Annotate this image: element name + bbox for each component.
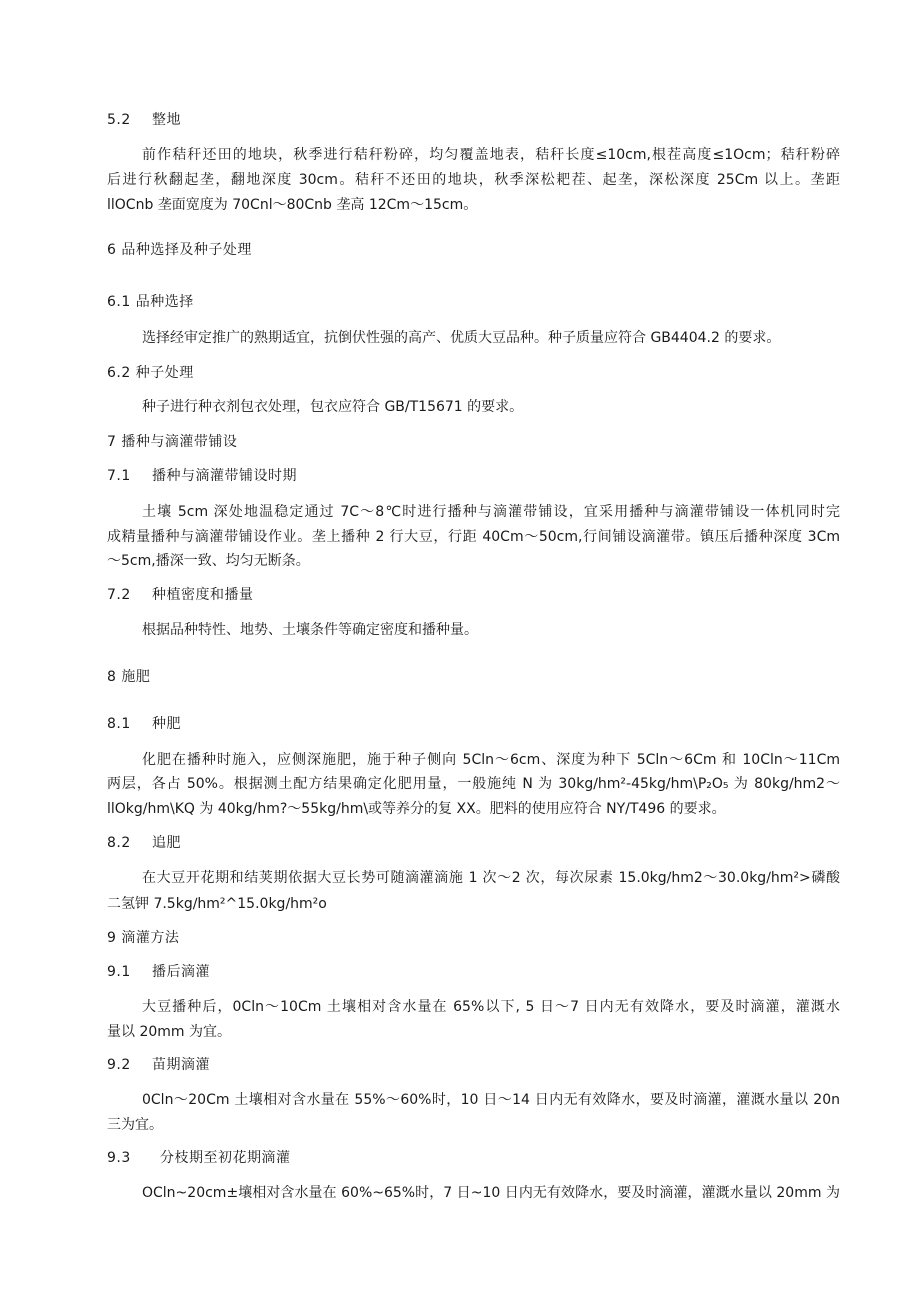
paragraph-line: OCln~20cm±壤相对含水量在 60%~65%时，7 日~10 日内无有效降水，要及时滴灌，灌溉水量以 20mm 为 (142, 1185, 840, 1201)
section-title: 追肥 (151, 835, 181, 851)
section-number: 8.2 (107, 835, 131, 851)
section-title: 分枝期至初花期滴灌 (159, 1150, 291, 1166)
paragraph-line: 三为宜。 (107, 1117, 163, 1133)
paragraph-line: 后进行秋翻起垄，翻地深度 30cm。秸秆不还田的地块，秋季深松耙茬、起垄，深松深度 25Cm 以上。垄距 (107, 172, 840, 188)
paragraph-line: 成精量播种与滴灌带铺设作业。垄上播种 2 行大豆，行距 40Cm～50cm,行间铺设滴灌带。镇压后播种深度 3Cm (107, 529, 840, 545)
section-number: 5.2 (107, 112, 131, 128)
section-9-2-heading (107, 1055, 840, 1075)
section-9-1-heading (107, 962, 840, 982)
section-8-1-heading (107, 714, 840, 734)
section-9-3-heading (107, 1148, 840, 1168)
section-7-heading: 7 播种与滴灌带铺设 (107, 434, 238, 450)
section-8-2-heading (107, 833, 840, 853)
paragraph-line: 二氢钾 7.5kg∕hm²^15.0kg∕hm²o (107, 896, 327, 912)
paragraph-line: 大豆播种后，0Cln～10Cm 土壤相对含水量在 65%以下, 5 日～7 日内无有效降水，要及时滴灌，灌溉水 (142, 999, 840, 1015)
section-title: 种植密度和播量 (151, 587, 254, 603)
section-7-2-heading (107, 585, 840, 605)
section-number: 7.1 (107, 468, 131, 484)
section-number: 7.2 (107, 587, 131, 603)
section-8-heading: 8 施肥 (107, 669, 151, 685)
section-number: 9.2 (107, 1057, 131, 1073)
section-5-2-heading (107, 110, 840, 130)
paragraph-line: 化肥在播种时施入，应侧深施肥，施于种子侧向 5Cln～6cm、深度为种下 5Cln～6Cm 和 10Cln～11Cm (142, 752, 840, 768)
section-title: 整地 (151, 112, 181, 128)
paragraph-line: llOCnb 垄面宽度为 70Cnl～80Cnb 垄高 12Cm～15cm。 (107, 197, 478, 213)
section-6-1-heading: 6.1 品种选择 (107, 294, 194, 310)
paragraph-line: 在大豆开花期和结荚期依据大豆长势可随滴灌滴施 1 次～2 次，每次尿素 15.0kg∕hm2～30.0kg∕hm²>磷酸 (142, 870, 840, 886)
section-title: 苗期滴灌 (151, 1057, 210, 1073)
paragraph-line: 土壤 5cm 深处地温稳定通过 7C～8℃时进行播种与滴灌带铺设，宜采用播种与滴灌带铺设一体机同时完 (142, 504, 840, 520)
section-7-1-heading (107, 466, 840, 486)
paragraph-line: llOkg∕hm\KQ 为 40kg/hm?～55kg∕hm\或等养分的复 XX。肥料的使用应符合 NY/T496 的要求。 (107, 801, 726, 817)
section-6-heading: 6 品种选择及种子处理 (107, 242, 252, 258)
section-number: 9.1 (107, 964, 131, 980)
section-title: 播后滴灌 (151, 964, 210, 980)
paragraph-line: 前作秸秆还田的地块，秋季进行秸秆粉碎，均匀覆盖地表，秸秆长度≤10cm,根茬高度≤1Ocm；秸秆粉碎 (142, 147, 840, 163)
paragraph-line: 0Cln～20Cm 土壤相对含水量在 55%～60%时，10 日～14 日内无有效降水，要及时滴灌，灌溉水量以 20n (142, 1092, 840, 1108)
paragraph-line: 根据品种特性、地势、土壤条件等确定密度和播种量。 (142, 622, 478, 638)
section-9-heading: 9 滴灌方法 (107, 930, 180, 946)
section-number: 9.3 (107, 1150, 131, 1166)
paragraph-line: 种子进行种衣剂包衣处理，包衣应符合 GB/T15671 的要求。 (142, 399, 524, 415)
paragraph-line: ～5cm,播深一致、均匀无断条。 (107, 553, 310, 569)
section-title: 种肥 (151, 716, 181, 732)
paragraph-line: 选择经审定推广的熟期适宜，抗倒伏性强的高产、优质大豆品种。种子质量应符合 GB4404.2 的要求。 (142, 330, 781, 346)
section-number: 8.1 (107, 716, 131, 732)
paragraph-line: 两层，各占 50%。根据测土配方结果确定化肥用量，一般施纯 N 为 30kg∕hm²-45kg∕hm\P₂O₅ 为 80kg∕hm2～ (107, 776, 840, 792)
section-6-2-heading: 6.2 种子处理 (107, 365, 194, 381)
section-title: 播种与滴灌带铺设时期 (151, 468, 297, 484)
paragraph-line: 量以 20mm 为宜。 (107, 1024, 231, 1040)
